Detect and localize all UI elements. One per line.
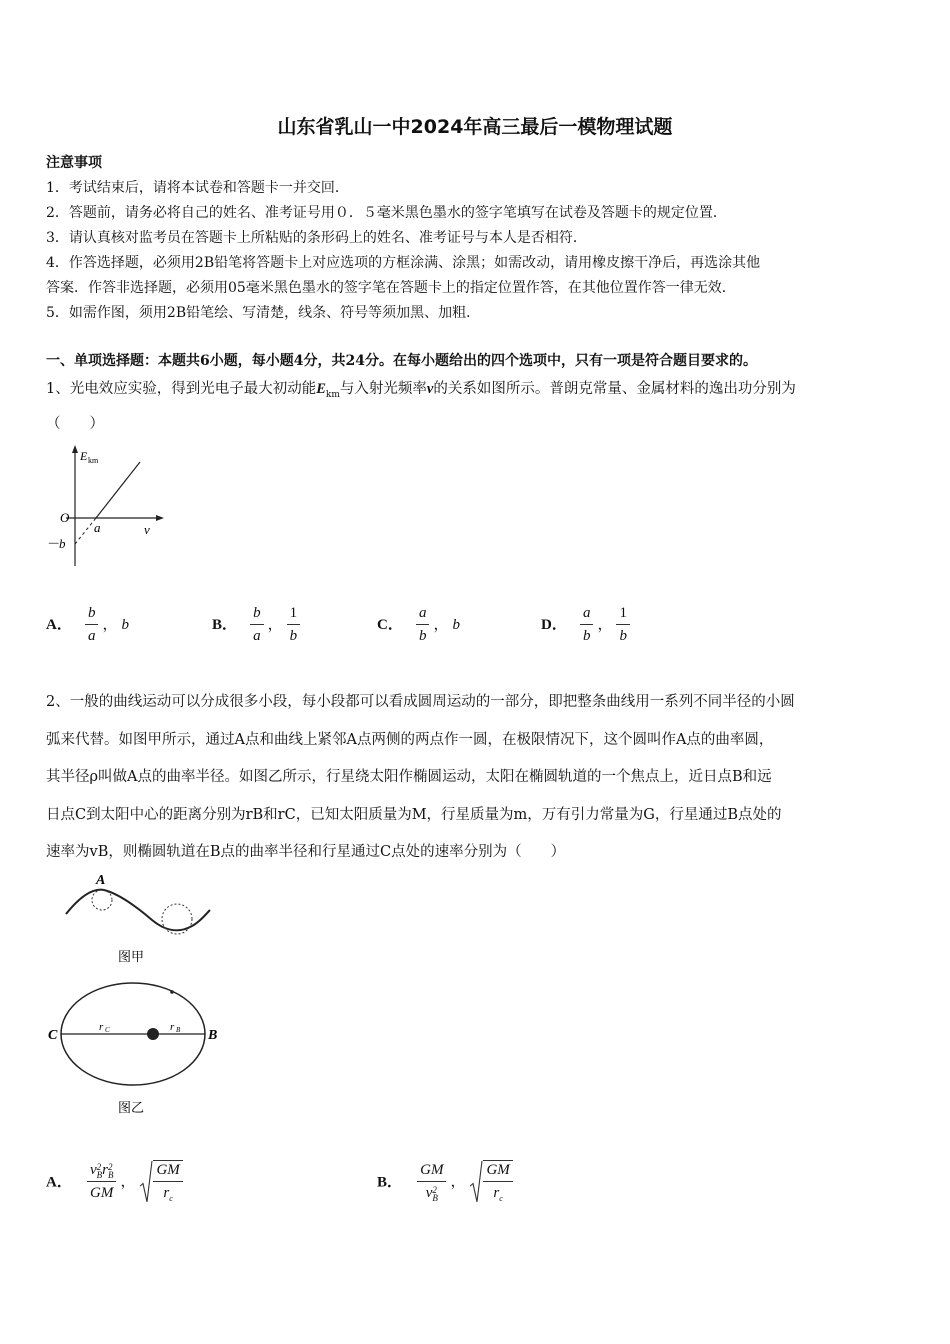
notice-item: 5．如需作图，须用2B铅笔绘、写清楚，线条、符号等须加黑、加粗． [46, 305, 481, 321]
figure-yi [44, 978, 224, 1118]
v-symbol: v [89, 1162, 97, 1179]
notice-item: 3．请认真核对监考员在答题卡上所粘贴的条形码上的姓名、准考证号与本人是否相符． [46, 230, 587, 246]
frac-num: GM [483, 1161, 512, 1182]
sup: 2 [432, 1184, 437, 1195]
r-symbol: r [102, 1162, 108, 1179]
figure-caption: 图甲 [118, 949, 145, 964]
q1-graph [44, 440, 174, 570]
frac-den: a [87, 628, 96, 644]
point-c-label: C [48, 1028, 58, 1043]
rc-label: r [99, 1021, 104, 1033]
option-a[interactable] [46, 604, 129, 645]
frac-num: b [85, 604, 99, 625]
notice-item: 4．作答选择题，必须用2B铅笔将答题卡上对应选项的方框涂满、涂黑；如需改动，请用橡皮擦干净后，再选涂其他 [46, 255, 761, 271]
frac-num: b [250, 604, 264, 625]
x-label: ν [144, 522, 150, 537]
sqrt-sign [469, 1160, 483, 1204]
sup: 2 [96, 1161, 102, 1172]
y-label: E [80, 449, 88, 463]
notice-item: 答案．作答非选择题，必须用05毫米黑色墨水的签字笔在答题卡上的指定位置作答，在其他位置作答一律无效． [46, 280, 736, 296]
frac-num: a [416, 604, 430, 625]
rb-label: r [170, 1021, 175, 1033]
rb-sub: B [176, 1026, 181, 1034]
separator: ， [267, 617, 283, 633]
sub: B [432, 1192, 438, 1203]
y-label-sub: km [88, 456, 99, 465]
page-title: 山东省乳山一中2024年高三最后一模物理试题 [277, 116, 673, 138]
option-d[interactable] [541, 604, 630, 645]
frac-den: a [253, 628, 261, 644]
point-b-label: B [208, 1028, 218, 1043]
option-value: b [121, 617, 129, 633]
stem-text: 与入射光频率 [339, 381, 427, 397]
rc-sub: C [105, 1026, 110, 1034]
sub: c [169, 1194, 173, 1203]
origin-label: O [60, 510, 70, 525]
frac-num: a [580, 604, 594, 625]
frac-den: r [163, 1185, 170, 1201]
option-b[interactable] [377, 1160, 513, 1204]
y-intercept-label: －b [46, 536, 66, 551]
ekm-line [96, 462, 140, 518]
notice-item: 2．答题前，请务必将自己的姓名、准考证号用０．５毫米黑色墨水的签字笔填写在试卷及答题卡的规定位置． [46, 205, 727, 221]
option-b[interactable] [212, 604, 300, 645]
notice-heading: 注意事项 [46, 155, 102, 171]
figure-caption: 图乙 [118, 1100, 145, 1115]
x-intercept-label: a [94, 520, 101, 535]
sub: B [96, 1169, 103, 1180]
section-heading: 一、单项选择题：本题共6小题，每小题4分，共24分。在每小题给出的四个选项中，只有一项是符合题目要求的。 [46, 353, 757, 369]
sub: c [499, 1194, 503, 1203]
symbol-e: E [316, 381, 326, 397]
frac-num: 1 [287, 604, 301, 625]
separator: ， [102, 617, 118, 633]
x-axis-arrow [156, 515, 164, 521]
question-2-line: 速率为vB，则椭圆轨道在B点的曲率半径和行星通过C点处的速率分别为（ ） [46, 844, 566, 860]
option-label: A． [46, 617, 72, 633]
v-symbol: v [425, 1185, 433, 1202]
curve [66, 890, 210, 931]
separator: ， [433, 617, 449, 633]
option-label: B． [377, 1174, 403, 1191]
sup: 2 [107, 1161, 113, 1172]
option-label: C． [377, 617, 403, 633]
frac-num: GM [417, 1161, 446, 1182]
symbol-nu: ν [426, 381, 434, 397]
frac-den: r [493, 1185, 500, 1201]
question-2-line: 2、一般的曲线运动可以分成很多小段，每小段都可以看成圆周运动的一部分，即把整条曲线用一系列不同半径的小圆 [46, 694, 795, 710]
frac-den: b [619, 628, 627, 644]
symbol-sub: km [325, 389, 340, 400]
question-2-line: 弧来代替。如图甲所示，通过A点和曲线上紧邻A点两侧的两点作一圆，在极限情况下，这个圆叫作A点的曲率圆， [46, 732, 774, 748]
option-label: B． [212, 617, 238, 633]
planet [170, 990, 174, 994]
y-axis-arrow [72, 445, 78, 453]
sun [147, 1028, 159, 1040]
extension-dashed [75, 518, 96, 544]
frac-num: GM [153, 1161, 182, 1182]
question-2-line: 日点C到太阳中心的距离分别为rB和rC，已知太阳质量为M，行星质量为m，万有引力常量为G，行星通过B点处的 [46, 807, 782, 823]
option-value: b [452, 617, 460, 633]
separator: ， [120, 1174, 136, 1191]
option-label: A． [46, 1174, 72, 1191]
point-a-label: A [96, 873, 106, 888]
frac-den: b [418, 628, 427, 644]
frac-den: b [582, 628, 591, 644]
separator: ， [597, 617, 613, 633]
sqrt-sign [139, 1160, 153, 1204]
figure-jia [60, 868, 220, 968]
frac-den: GM [90, 1185, 114, 1202]
answer-paren: （ ） [46, 416, 104, 432]
separator: ， [450, 1174, 466, 1191]
option-c[interactable] [377, 604, 460, 645]
question-2-line: 其半径ρ叫做A点的曲率半径。如图乙所示，行星绕太阳作椭圆运动，太阳在椭圆轨道的一个焦点上，近日点B和远 [46, 769, 772, 785]
frac-num: 1 [616, 604, 630, 625]
option-label: D． [541, 617, 567, 633]
stem-text: 1、光电效应实验，得到光电子最大初动能 [46, 381, 317, 397]
curvature-circle-a [92, 890, 112, 910]
frac-den: b [289, 628, 298, 644]
sub: B [107, 1169, 114, 1180]
stem-text: 的关系如图所示。普朗克常量、金属材料的逸出功分别为 [433, 381, 796, 397]
option-a[interactable] [46, 1160, 183, 1204]
notice-item: 1．考试结束后，请将本试卷和答题卡一并交回． [46, 180, 349, 196]
question-1-stem [46, 377, 796, 400]
